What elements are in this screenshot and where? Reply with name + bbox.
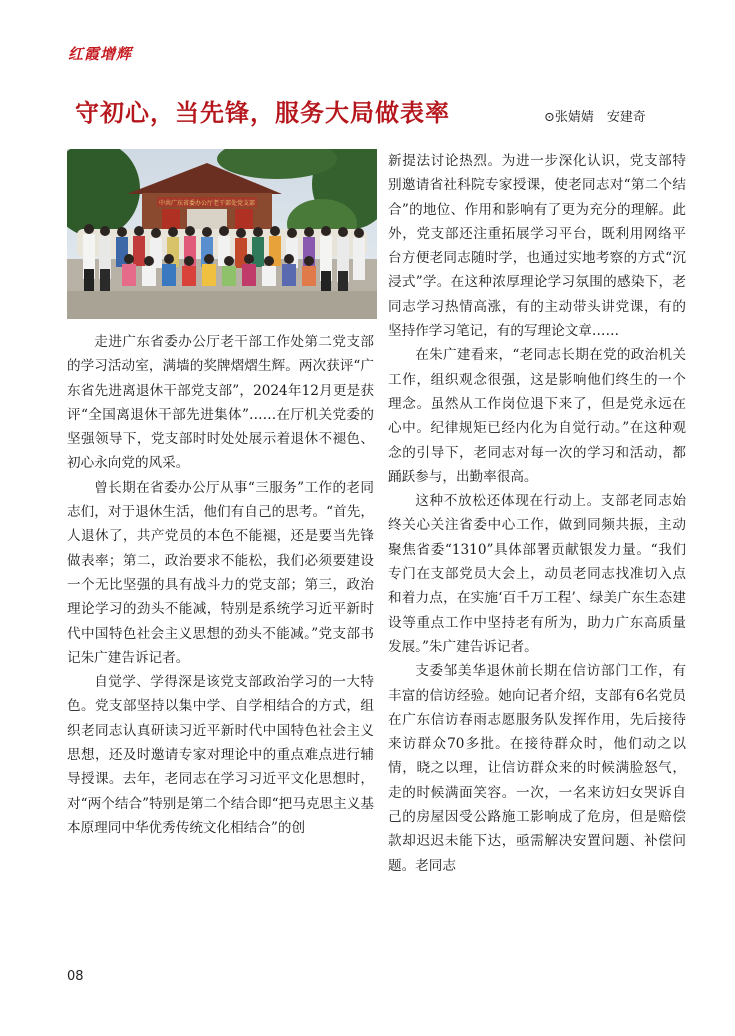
article-title: 守初心，当先锋，服务大局做表率 <box>75 98 450 127</box>
paragraph: 支委邹美华退休前长期在信访部门工作，有丰富的信访经验。她向记者介绍，支部有6名党员在广东信访春雨志愿服务队发挥作用，先后接待来访群众70多批。在接待群众时，他们动之以情，晓之以理，让信访群众来的时候满脸怒气，走的时候满面笑容。一次，一名来访妇女哭诉自己的房屋因受公路施工影响成了危房，但是赔偿款却迟迟未能下达，亟需解决安置问题、补偿问题。老同志 <box>388 663 686 874</box>
paragraph-continued: 新提法讨论热烈。为进一步深化认识，党支部特别邀请省社科院专家授课，使老同志对“第二个结合”的地位、作用和影响有了更为充分的理解。此外，党支部还注重拓展学习平台，既利用网络平台方便老同志随时学，也通过实地考察的方式“沉浸式”学。在这种浓厚理论学习氛围的感染下，老同志学习热情高涨，有的主动带头讲党课，有的坚持作学习笔记，有的写理论文章…… <box>388 153 686 340</box>
paragraph: 这种不放松还体现在行动上。支部老同志始终关心关注省委中心工作，做到同频共振，主动聚焦省委“1310”具体部署贡献银发力量。“我们专门在支部党员大会上，动员老同志找准切入点和着力点，在实施‘百千万工程’、绿美广东生态建设等重点工作中坚持老有所为，助力广东高质量发展。”朱广建告诉记者。 <box>388 493 686 655</box>
paragraph: 走进广东省委办公厅老干部工作处第二党支部的学习活动室，满墙的奖牌熠熠生辉。两次获评“广东省先进离退休干部党支部”，2024年12月更是获评“全国离退休干部先进集体”……在厅机关党委的坚强领导下，党支部时时处处展示着退休不褪色、初心永向党的风采。 <box>67 334 374 472</box>
paragraph: 曾长期在省委办公厅从事“三服务”工作的老同志们，对于退休生活，他们有自己的思考。“首先，人退休了，共产党员的本色不能褪，还是要当先锋做表率；第二，政治要求不能松，我们必须要建设一个无比坚强的具有战斗力的党支部；第三，政治理论学习的劲头不能减，特别是系统学习近平新时代中国特色社会主义思想的劲头不能减。”党支部书记朱广建告诉记者。 <box>67 479 374 666</box>
section-tag: 红霞增辉 <box>68 45 133 63</box>
page-number: 08 <box>67 969 84 984</box>
column-right <box>388 149 686 878</box>
paragraph: 自觉学、学得深是该党支部政治学习的一大特色。党支部坚持以集中学、自学相结合的方式，组织老同志认真研读习近平新时代中国特色社会主义思想，还及时邀请专家对理论中的重点难点进行辅导授课。去年，老同志在学习习近平文化思想时，对“两个结合”特别是第二个结合即“把马克思主义基本原理同中华优秀传统文化相结合”的创 <box>67 674 374 836</box>
column-left <box>67 330 374 840</box>
group-photo <box>67 149 377 319</box>
paragraph: 在朱广建看来，“老同志长期在党的政治机关工作，组织观念很强，这是影响他们终生的一个理念。虽然从工作岗位退下来了，但是党永远在心中。纪律规矩已经内化为自觉行动。”在这种观念的引导下，老同志对每一次的学习和活动，都踊跃参与，出勤率很高。 <box>388 347 686 485</box>
photo-banner-text: 中共广东省委办公厅老干部处党支部 <box>158 200 256 207</box>
article-byline: ⊙张婧婧 安建奇 <box>544 110 646 125</box>
